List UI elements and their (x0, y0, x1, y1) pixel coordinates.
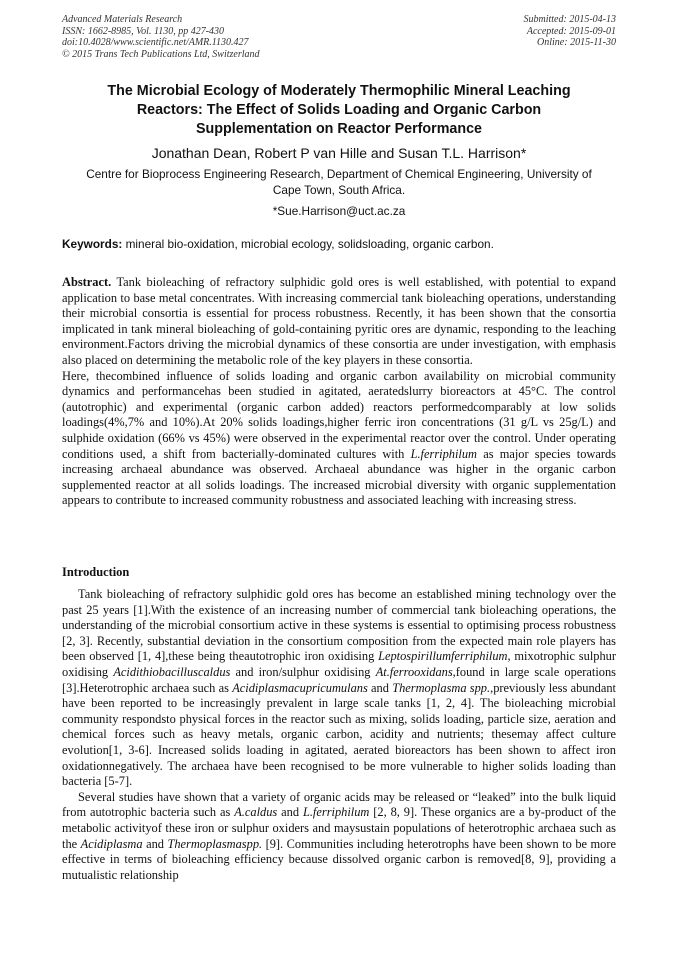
title-line-2: Reactors: The Effect of Solids Loading and Organic Carbon (136, 102, 542, 118)
doi: doi:10.4028/www.scientific.net/AMR.1130.427 (62, 37, 249, 48)
intro-p2-text-c: [2, 8, 9]. These organics are a by-product of the metabolic activityof these iron or sulphur oxiders and maysustain populations of heterotrophic archaea such as the (62, 805, 616, 851)
author-email[interactable]: *Sue.Harrison@uct.ac.za (272, 204, 406, 218)
affiliation-line-2: Cape Town, South Africa. (272, 183, 406, 197)
introduction (62, 587, 616, 883)
keywords (62, 236, 616, 252)
species-name: Thermoplasmaspp. (167, 836, 263, 851)
intro-p1-text-e: and (367, 680, 393, 695)
species-name: At.ferrooxidans, (375, 664, 456, 679)
introduction-heading: Introduction (62, 565, 130, 579)
authors: Jonathan Dean, Robert P van Hille and Susan T.L. Harrison* (151, 145, 527, 161)
intro-p1-text-a: Tank bioleaching of refractory sulphidic gold ores has become an established mining technology over the past 25 years [1].With the existence of an increasing number of commercial tank bioleaching operations, the understanding of the microbial consortium active in these systems is essential to optimising process robustness [2, 3]. Recently, substantial deviation in the consortium composition from the expected main role players has been observed [1, 4],these being theautotrophic iron oxidising (62, 587, 616, 664)
title-line-3: Supplementation on Reactor Performance (196, 121, 482, 137)
abstract-paragraph-2 (62, 369, 616, 509)
accepted-date: Accepted: 2015-09-01 (526, 25, 616, 37)
abstract (62, 275, 616, 509)
species-name: L.ferriphilum (410, 446, 477, 461)
intro-p2-text-e: [9]. Communities including heterotrophs have been shown to be more effective in terms of bioleaching efficiency because dissolved organic carbon is removed[8, 9], providing a mutualistic relationship (62, 836, 616, 882)
intro-p1-text-c: and iron/sulphur oxidising (230, 664, 376, 679)
intro-paragraph-1 (62, 587, 616, 790)
keywords-label: Keywords: (62, 237, 123, 251)
affiliation-line-1: Centre for Bioprocess Engineering Research, Department of Chemical Engineering, University of (86, 167, 592, 181)
submitted-date: Submitted: 2015-04-13 (523, 14, 616, 25)
intro-p2-text-d: and (142, 836, 168, 851)
copyright: © 2015 Trans Tech Publications Ltd, Switzerland (62, 48, 260, 60)
paper-title (62, 82, 616, 139)
species-name: Acidiplasma (80, 836, 143, 851)
issn: ISSN: 1662-8985, Vol. 1130, pp 427-430 (62, 25, 225, 37)
intro-p1-text-d: found in large scale operations [3].Heterotrophic archaea such as (62, 664, 617, 695)
intro-p2-text-b: and (277, 805, 303, 820)
abstract-label: Abstract. (62, 275, 112, 289)
keywords-text: mineral bio-oxidation, microbial ecology, solidsloading, organic carbon. (122, 237, 494, 251)
online-date: Online: 2015-11-30 (537, 37, 616, 48)
abstract-p2-text-b: as major species towards increasing archaeal abundance was observed. Archaeal abundance was higher in the organic carbon supplemented reactor at all solids loadings. The increased microbial diversity with organic supplementation appears to contribute to increased community robustness and associated leaching with increasing stress. (62, 446, 617, 508)
intro-paragraph-2 (62, 790, 616, 884)
species-name: A.caldus (234, 805, 278, 820)
species-name: Thermoplasma spp. (392, 680, 491, 695)
abstract-paragraph-1 (62, 275, 616, 369)
species-name: Acidiplasmacupricumulans (232, 680, 368, 695)
intro-p1-text-b: , mixotrophic sulphur oxidising (62, 649, 616, 679)
species-name: Leptospirillumferriphilum (378, 649, 508, 664)
abstract-p1-text: Tank bioleaching of refractory sulphidic gold ores is well established, with potential to expand application to base metal concentrates. With increasing commercial tank bioleaching operations, understanding their microbial consortia is essential for process robustness. Recently, it has been shown that the consortia implicated in tank mineral bioleaching of gold-containing pyritic ores are dynamic, responding to the leaching environment.Factors driving the microbial dynamics of these consortia are under investigation, with emphasis also placed on determining the metabolic role of the key players in these consortia. (62, 275, 616, 367)
journal-name: Advanced Materials Research (62, 14, 183, 25)
header-left (62, 14, 260, 60)
species-name: L.ferriphilum (302, 805, 370, 820)
affiliation (62, 166, 616, 198)
species-name: Acidithiobacilluscaldus (113, 664, 231, 679)
header-right (524, 14, 617, 49)
title-line-1: The Microbial Ecology of Moderately Thermophilic Mineral Leaching (107, 83, 571, 99)
abstract-p2-text-a: Here, thecombined influence of solids loading and organic carbon availability on microbial community dynamics and performancehas been studied in agitated, aeratedslurry bioreactors at 45°C. The control (autotrophic) and experimental (organic carbon added) reactors performedcomparably at low solids loadings(4%,7% and 10%).At 20% solids loadings,higher ferric iron concentrations (31 g/L vs 25g/L) and sulphide oxidation (66% vs 45%) were observed in the experimental reactor over the control. Under operating conditions used, a shift from bacterially-dominated cultures with (62, 368, 616, 461)
intro-p1-text-f: ,previously less abundant have been reported to be increasingly prevalent in large scale tanks [1, 2, 4]. The bioleaching microbial community respondsto physical forces in the reactor such as mixing, solids loading, particle size, aeration and chemical forces such as heavy metals, organic carbon, acidity and nutrients; thesemay affect culture evolution[1, 3-6]. Increased solids loading in agitated, aerated bioreactors has been shown to affect iron oxidationnegatively. The archaea have been recognised to be more vulnerable to higher solids loading than bacteria [5-7]. (62, 680, 616, 789)
intro-p2-text-a: Several studies have shown that a variety of organic acids may be released or “leaked” into the bulk liquid from autotrophic bacteria such as (62, 789, 616, 820)
